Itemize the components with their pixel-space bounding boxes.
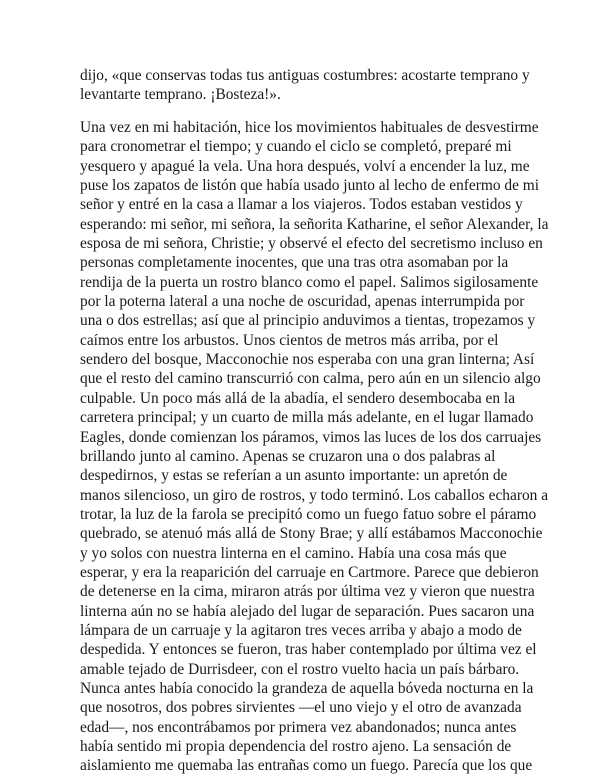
text-line: sendero del bosque, Macconochie nos esperaba con una gran linterna; Así bbox=[80, 351, 535, 369]
text-line: despedida. Y entonces se fueron, tras haber contemplado por última vez el bbox=[80, 641, 537, 659]
text-line: rendija de la puerta un rostro blanco como el papel. Salimos sigilosamente bbox=[80, 273, 539, 291]
text-line: caímos entre los arbustos. Unos cientos de metros más arriba, por el bbox=[80, 331, 499, 349]
text-line: esperando: mi señor, mi señora, la señorita Katharine, el señor Alexander, la bbox=[80, 215, 549, 233]
text-line: dijo, «que conservas todas tus antiguas costumbres: acostarte temprano y bbox=[80, 67, 530, 84]
paragraph-1 bbox=[80, 66, 530, 105]
paragraph-2 bbox=[80, 118, 549, 776]
text-line: había sentido mi propia dependencia del rostro ajeno. La sensación de bbox=[80, 738, 512, 755]
text-line: señor y entré en la casa a llamar a los viajeros. Todos estaban vestidos y bbox=[80, 196, 523, 214]
text-line: que el resto del camino transcurrió con calma, pero aún en un silencio algo bbox=[80, 370, 541, 388]
text-line: quebrado, se atenuó más allá de Stony Brae; y allí estábamos Macconochie bbox=[80, 525, 543, 543]
text-line: que nosotros, dos pobres sirvientes —el uno viejo y el otro de avanzada bbox=[80, 699, 522, 717]
text-line: una o dos estrellas; así que al principio anduvimos a tientas, tropezamos y bbox=[80, 312, 536, 330]
text-line: esposa de mi señora, Christie; y observé el efecto del secretismo incluso en bbox=[80, 235, 543, 253]
text-line: personas completamente inocentes, que una tras otra asomaban por la bbox=[80, 254, 509, 272]
text-line: para cronometrar el tiempo; y cuando el ciclo se completó, preparé mi bbox=[80, 138, 512, 156]
text-line: lámpara de un carruaje y la agitaron tres veces arriba y abajo a modo de bbox=[80, 621, 522, 639]
text-line: brillando junto al camino. Apenas se cruzaron una o dos palabras al bbox=[80, 447, 496, 465]
text-line: edad—, nos encontrábamos por primera vez abandonados; nunca antes bbox=[80, 718, 517, 736]
text-line: carretera principal; y un cuarto de milla más adelante, en el lugar llamado bbox=[80, 409, 534, 427]
text-line: levantarte temprano. ¡Bosteza!». bbox=[80, 86, 281, 104]
text-line: culpable. Un poco más allá de la abadía, el sendero desembocaba en la bbox=[80, 389, 516, 407]
text-line: linterna aún no se había alejado del lugar de separación. Pues sacaron una bbox=[80, 602, 535, 620]
text-line: Nunca antes había conocido la grandeza de aquella bóveda nocturna en la bbox=[80, 679, 534, 697]
text-line: y yo solos con nuestra linterna en el camino. Había una cosa más que bbox=[80, 544, 507, 562]
text-line: yesquero y apagué la vela. Una hora después, volví a encender la luz, me bbox=[80, 157, 530, 175]
text-line: manos silencioso, un giro de rostros, y todo terminó. Los caballos echaron a bbox=[80, 486, 549, 504]
text-line: puse los zapatos de listón que había usado junto al lecho de enfermo de mi bbox=[80, 177, 540, 195]
text-line: despedirnos, y estas se referían a un asunto importante: un apretón de bbox=[80, 467, 508, 485]
text-line: aislamiento me quemaba las entrañas como un fuego. Parecía que los que bbox=[80, 757, 533, 775]
text-line: por la poterna lateral a una noche de oscuridad, apenas interrumpida por bbox=[80, 293, 525, 311]
text-line: trotar, la luz de la farola se precipitó como un fuego fatuo sobre el páramo bbox=[80, 505, 537, 523]
text-line: amable tejado de Durrisdeer, con el rostro vuelto hacia un país bárbaro. bbox=[80, 660, 520, 678]
text-line: de detenerse en la cima, miraron atrás por última vez y vieron que nuestra bbox=[80, 583, 535, 601]
text-line: esperar, y era la reaparición del carruaje en Cartmore. Parece que debieron bbox=[80, 563, 539, 581]
text-line: Eagles, donde comienzan los páramos, vimos las luces de los dos carruajes bbox=[80, 428, 542, 446]
text-line: Una vez en mi habitación, hice los movimientos habituales de desvestirme bbox=[80, 119, 539, 136]
